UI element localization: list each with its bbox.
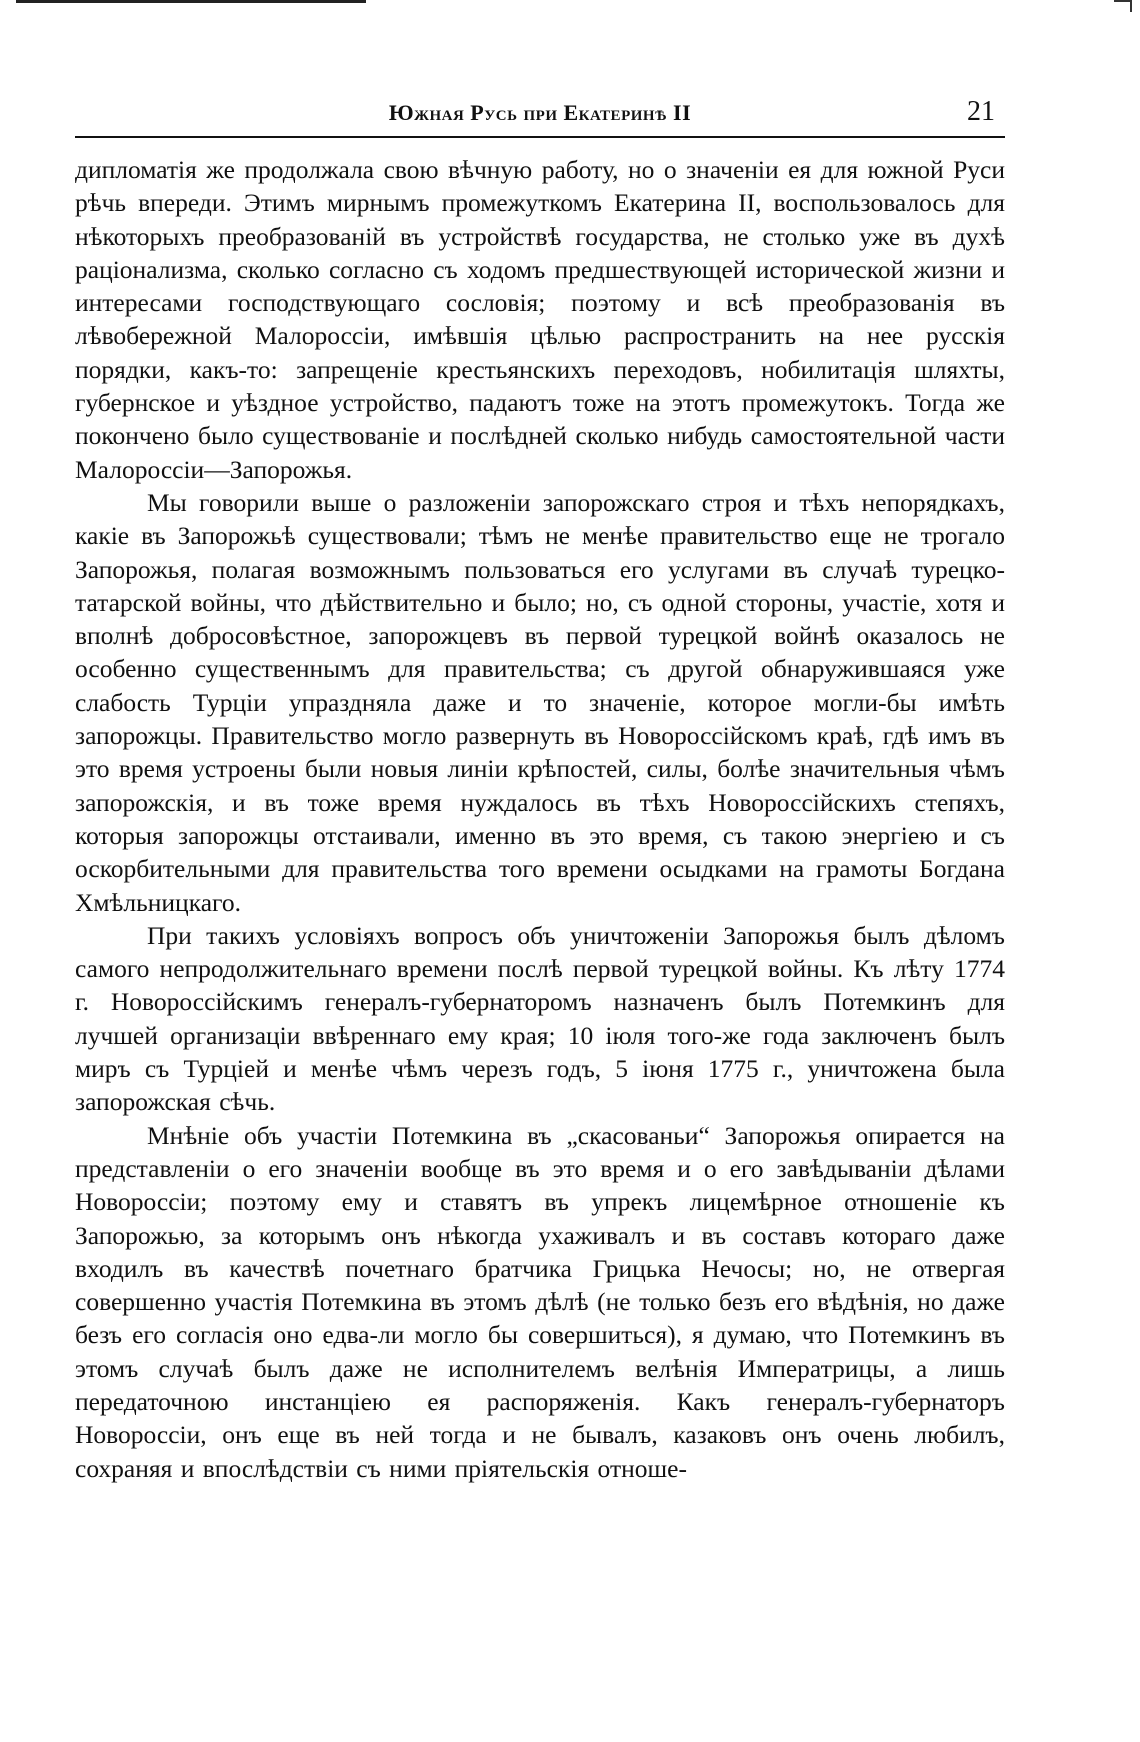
paragraph-3: При такихъ условіяхъ вопросъ объ уничтоженіи Запорожья былъ дѣломъ самого непродолжительнаго времени послѣ первой турецкой войны. Къ лѣту 1774 г. Новороссійскимъ генералъ-губернаторомъ назначенъ былъ Потемкинъ для лучшей организаціи ввѣреннаго ему края; 10 іюля того-же года заключенъ былъ миръ съ Турціей и менѣе чѣмъ черезъ годъ, 5 іюня 1775 г., уничтожена была запорожская сѣчь. (75, 920, 1005, 1117)
body-text (75, 153, 1005, 1485)
running-title: Южная Русь при Екатеринѣ II (388, 100, 692, 125)
paragraph-1: дипломатія же продолжала свою вѣчную работу, но о значеніи ея для южной Руси рѣчь впереди. Этимъ мирнымъ промежуткомъ Екатерина II, воспользовалось для нѣкоторыхъ преобразованій въ устройствѣ государства, не столько уже въ духѣ раціонализма, сколько согласно съ ходомъ предшествующей исторической жизни и интересами господствующаго сословія; поэтому и всѣ преобразованія въ лѣвобережной Малороссіи, имѣвшія цѣлью распространить на нее русскія порядки, какъ-то: запрещеніе крестьянскихъ переходовъ, нобилитація шляхты, губернское и уѣздное устройство, падаютъ тоже на этотъ промежутокъ. Тогда же покончено было существованіе и послѣдней сколько нибудь самостоятельной части Малороссіи—Запорожья. (75, 155, 1005, 484)
corner-mark (1114, 0, 1132, 12)
paragraph-2: Мы говорили выше о разложеніи запорожскаго строя и тѣхъ непорядкахъ, какіе въ Запорожьѣ существовали; тѣмъ не менѣе правительство еще не трогало Запорожья, полагая возможнымъ пользоваться его услугами въ случаѣ турецко-татарской войны, что дѣйствительно и было; но, съ одной стороны, участіе, хотя и вполнѣ добросовѣстное, запорожцевъ въ первой турецкой войнѣ оказалось не особенно существеннымъ для правительства; съ другой обнаружившаяся уже слабость Турціи упраздняла даже и то значеніе, которое могли-бы имѣть запорожцы. Правительство могло развернуть въ Новороссійскомъ краѣ, гдѣ имъ въ это время устроены были новыя линіи крѣпостей, силы, болѣе значительныя чѣмъ запорожскія, и въ тоже время нуждалось въ тѣхъ Новороссійскихъ степяхъ, которыя запорожцы отстаивали, именно въ это время, съ такою энергіею и съ оскорбительными для правительства того времени осыдками на грамоты Богдана Хмѣльницкаго. (75, 487, 1005, 917)
book-page (75, 96, 1005, 1485)
running-head (75, 96, 1005, 138)
paragraph-4: Мнѣніе объ участіи Потемкина въ „скасованьи“ Запорожья опирается на представленіи о его значеніи вообще въ это время и о его завѣдываніи дѣлами Новороссіи; поэтому ему и ставятъ въ упрекъ лицемѣрное отношеніе къ Запорожью, за которымъ онъ нѣкогда ухаживалъ и въ составъ котораго даже входилъ въ качествѣ почетнаго братчика Грицька Нечосы; но, не отвергая совершенно участія Потемкина въ этомъ дѣлѣ (не только безъ его вѣдѣнія, но даже безъ его согласія оно едва-ли могло бы совершиться), я думаю, что Потемкинъ въ этомъ случаѣ былъ даже не исполнителемъ велѣнія Императрицы, а лишь передаточною инстанціею ея распоряженія. Какъ генералъ-губернаторъ Новороссіи, онъ еще въ ней тогда и не бывалъ, казаковъ онъ очень любилъ, сохраняя и впослѣдствіи съ ними пріятельскія отноше- (75, 1120, 1005, 1483)
top-edge-rule (16, 0, 366, 3)
page-number: 21 (967, 96, 995, 127)
